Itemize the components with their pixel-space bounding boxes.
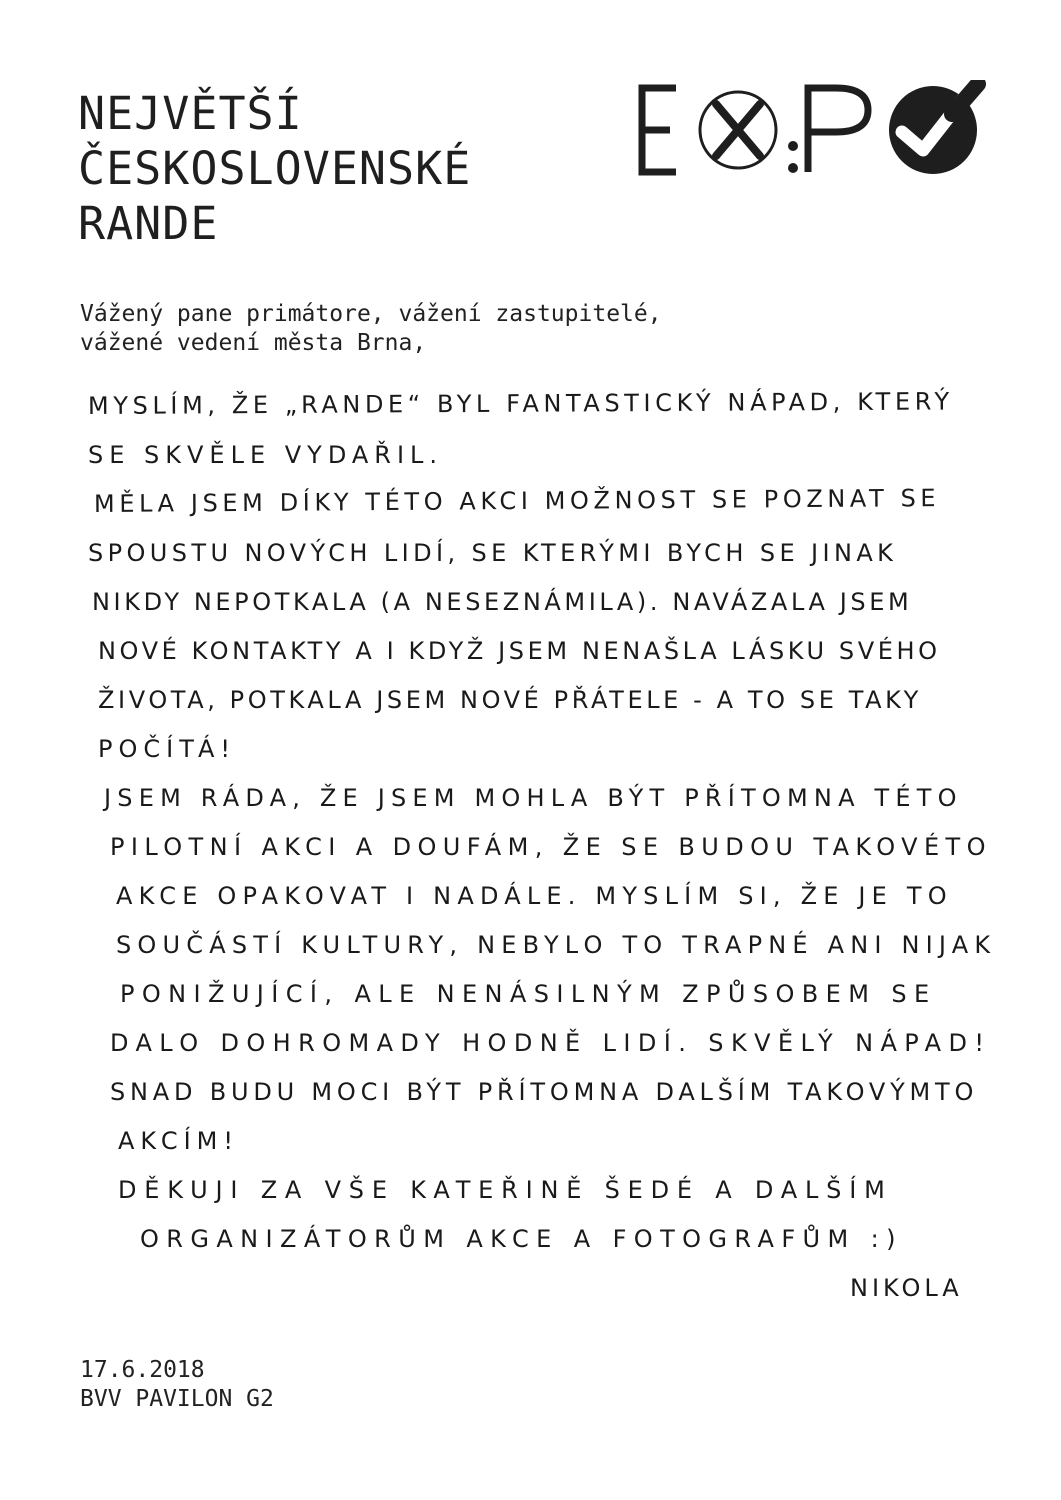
expo-logo: [636, 80, 986, 180]
event-footer: [80, 1356, 274, 1414]
event-title: [78, 86, 471, 251]
letter-line-13: PONIŽUJÍCÍ, ALE NENÁSILNÝM ZPŮSOBEM SE: [120, 980, 937, 1008]
logo-x-circle: [700, 92, 776, 168]
salutation-line-1: Vážený pane primátore, vážení zastupitelé,: [80, 301, 662, 327]
letter-line-1: MYSLÍM, ŽE „RANDE“ BYL FANTASTICKÝ NÁPAD, KTERÝ: [87, 387, 954, 420]
signature: NIKOLA: [850, 1274, 963, 1302]
letter-line-7: ŽIVOTA, POTKALA JSEM NOVÉ PŘÁTELE - A TO SE TAKY: [98, 686, 922, 714]
logo-letter-e: [642, 88, 676, 172]
title-line-3: RANDE: [78, 197, 219, 250]
letter-line-3: MĚLA JSEM DÍKY TÉTO AKCI MOŽNOST SE POZNAT SE: [93, 484, 941, 518]
letter-line-5: NIKDY NEPOTKALA (A NESEZNÁMILA). NAVÁZALA JSEM: [92, 588, 913, 616]
salutation-line-2: vážené vedení města Brna,: [80, 330, 427, 356]
event-venue: BVV PAVILON G2: [80, 1386, 274, 1412]
letter-line-14: DALO DOHROMADY HODNĚ LIDÍ. SKVĚLÝ NÁPAD!: [110, 1029, 992, 1057]
letter-line-6: NOVÉ KONTAKTY A I KDYŽ JSEM NENAŠLA LÁSKU SVÉHO: [98, 637, 941, 665]
logo-dots: [788, 141, 798, 173]
salutation: [80, 300, 662, 358]
letter-line-2: SE SKVĚLE VYDAŘIL.: [88, 441, 444, 469]
letter-line-16: AKCÍM!: [118, 1127, 240, 1155]
event-date: 17.6.2018: [80, 1357, 205, 1383]
letter-line-12: SOUČÁSTÍ KULTURY, NEBYLO TO TRAPNÉ ANI NIJAK: [116, 931, 997, 959]
handwritten-letter: [88, 382, 1038, 1313]
letter-line-10: PILOTNÍ AKCI A DOUFÁM, ŽE SE BUDOU TAKOVÉTO: [110, 833, 992, 861]
letter-line-15: SNAD BUDU MOCI BÝT PŘÍTOMNA DALŠÍM TAKOVÝMTO: [110, 1078, 979, 1106]
letter-line-4: SPOUSTU NOVÝCH LIDÍ, SE KTERÝMI BYCH SE JINAK: [88, 539, 898, 567]
checkmark-circle-icon: [889, 84, 978, 174]
title-line-2: ČESKOSLOVENSKÉ: [78, 142, 472, 195]
letter-line-18: ORGANIZÁTORŮM AKCE A FOTOGRAFŮM :): [140, 1225, 903, 1253]
letter-line-17: DĚKUJI ZA VŠE KATEŘINĚ ŠEDÉ A DALŠÍM: [118, 1176, 893, 1204]
letter-line-9: JSEM RÁDA, ŽE JSEM MOHLA BÝT PŘÍTOMNA TÉTO: [104, 784, 963, 812]
title-line-1: NEJVĚTŠÍ: [78, 87, 303, 140]
letter-line-8: POČÍTÁ!: [98, 735, 237, 763]
logo-letter-p: [808, 88, 868, 172]
letter-line-11: AKCE OPAKOVAT I NADÁLE. MYSLÍM SI, ŽE JE TO: [116, 882, 953, 910]
